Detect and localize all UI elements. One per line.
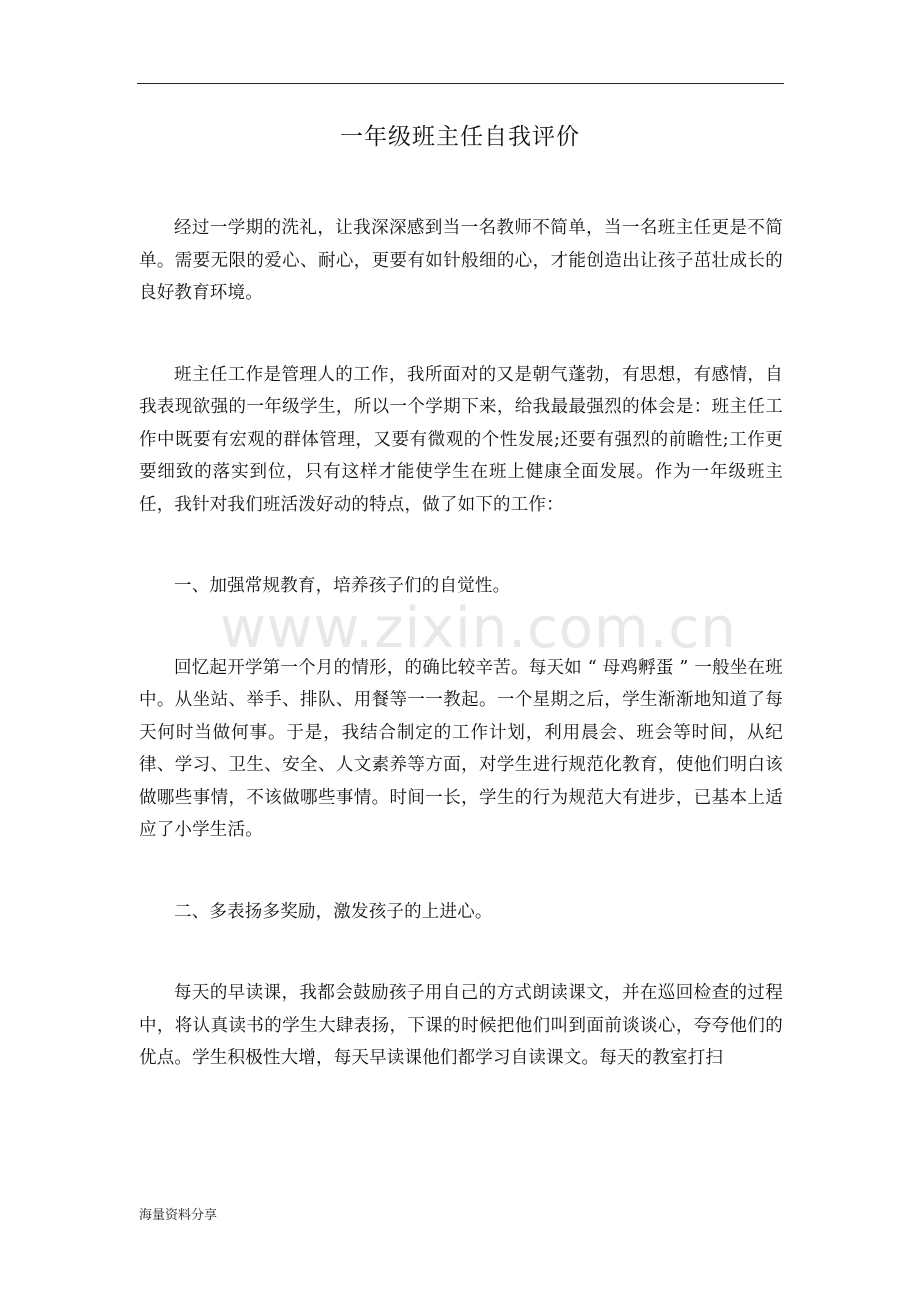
watermark: www.zixin.com.cn (220, 596, 737, 661)
section-heading-2: 二、多表扬多奖励，激发孩子的上进心。 (174, 901, 493, 922)
header-rule (137, 83, 784, 84)
paragraph-routine-education: 回忆起开学第一个月的情形，的确比较辛苦。每天如 “ 母鸡孵蛋 ” 一般坐在班中。从坐站、举手、排队、用餐等一一教起。一个星期之后，学生渐渐地知道了每天何时当做何事。于是，我结合制定的工作计划，利用晨会、班会等时间，从纪律、学习、卫生、安全、人文素养等方面，对学生进行规范化教育，使他们明白该做哪些事情，不该做哪些事情。时间一长，学生的行为规范大有进步，已基本上适应了小学生活。 (139, 657, 783, 840)
document-title: 一年级班主任自我评价 (340, 124, 580, 150)
section-heading-1: 一、加强常规教育，培养孩子们的自觉性。 (174, 576, 511, 596)
paragraph-intro: 经过一学期的洗礼，让我深深感到当一名教师不简单，当一名班主任更是不简单。需要无限的爱心、耐心，更要有如针般细的心，才能创造出让孩子茁壮成长的良好教育环境。 (139, 218, 783, 303)
document-body (139, 212, 783, 1124)
paragraph-work-overview: 班主任工作是管理人的工作，我所面对的又是朝气蓬勃，有思想，有感情，自我表现欲强的一年级学生，所以一个学期下来，给我最最强烈的体会是：班主任工作中既要有宏观的群体管理，又要有微观的个性发展;还要有强烈的前瞻性;工作更要细致的落实到位，只有这样才能使学生在班上健康全面发展。作为一年级班主任，我针对我们班活泼好动的特点，做了如下的工作： (139, 364, 783, 515)
paragraph-praise-reward: 每天的早读课，我都会鼓励孩子用自己的方式朗读课文，并在巡回检查的过程中，将认真读书的学生大肆表扬，下课的时候把他们叫到面前谈谈心，夸夸他们的优点。学生积极性大增，每天早读课他们都学习自读课文。每天的教室打扫 (139, 983, 783, 1068)
page-footer: 海量资料分享 (139, 1208, 218, 1223)
